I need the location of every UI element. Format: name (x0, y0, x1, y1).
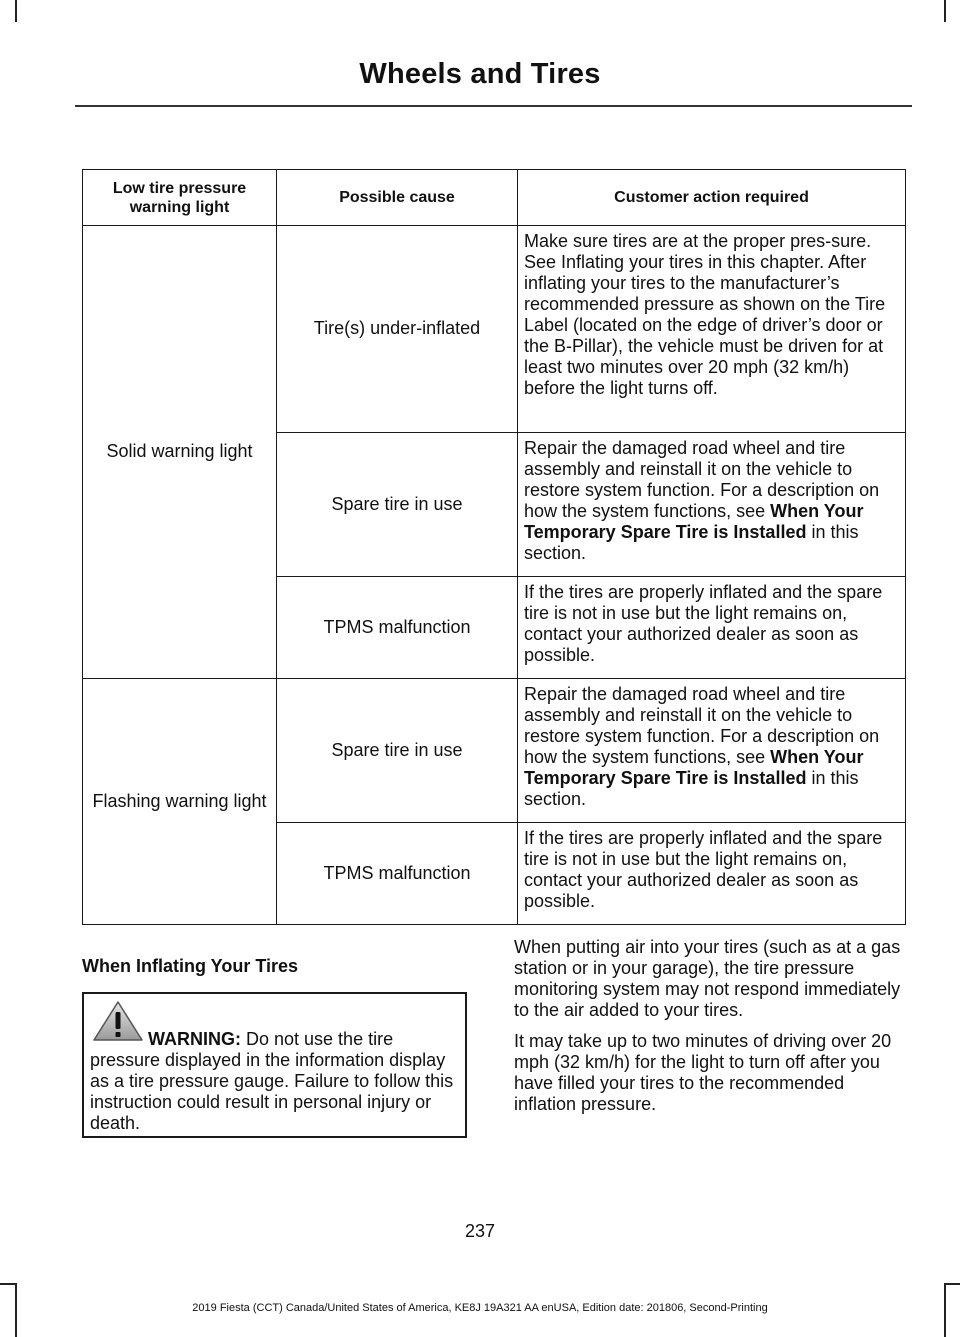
header-warning-light: Low tire pressure warning light (83, 170, 277, 226)
crop-mark-bottom-right-h (944, 1283, 960, 1285)
section-heading: When Inflating Your Tires (82, 956, 299, 976)
light-solid: Solid warning light (83, 226, 277, 679)
paragraph: When putting air into your tires (such as at a gas station or in your garage), the tire pressure monitoring system may not respond immediately to the air added to your tires. (514, 937, 901, 1020)
action-reference-link[interactable]: When Your Temporary Spare Tire is Installed (524, 501, 864, 542)
action-reference-link[interactable]: When Your Temporary Spare Tire is Installed (524, 747, 864, 788)
page-title: Wheels and Tires (359, 58, 601, 90)
footer-edition-info: 2019 Fiesta (CCT) Canada/United States of America, KE8J 19A321 AA enUSA, Edition date: 201806, Second-Printing (192, 1302, 768, 1314)
action-text: Repair the damaged road wheel and tire assembly and reinstall it on the vehicle to restore system function. For a description on how the system functions, see (524, 684, 880, 767)
action-cell: If the tires are properly inflated and the spare tire is not in use but the light remains on, contact your authorized dealer as soon as possible. (518, 823, 906, 925)
action-cell (518, 433, 906, 577)
warning-text (90, 1029, 460, 1134)
warning-label: WARNING: (148, 1029, 241, 1049)
action-cell: Make sure tires are at the proper pres-sure. See Inflating your tires in this chapter. After inflating your tires to the manufacturer’s recommended pressure as shown on the Tire Label (located on the edge of driver’s door or the B-Pillar), the vehicle must be driven for at least two minutes over 20 mph (32 km/h) before the light turns off. (518, 226, 906, 433)
cause-cell: TPMS malfunction (277, 823, 518, 925)
page-number: 237 (464, 1221, 496, 1241)
warning-body: Do not use the tire pressure displayed in the information display as a tire pressure gauge. Failure to follow this instruction could result in personal injury or death. (90, 1029, 454, 1133)
crop-mark-top-left (15, 0, 17, 22)
light-flashing: Flashing warning light (83, 679, 277, 925)
action-cell (518, 679, 906, 823)
action-text: in this section. (524, 522, 859, 563)
paragraph: It may take up to two minutes of driving over 20 mph (32 km/h) for the light to turn off after you have filled your tires to the recommended inflation pressure. (514, 1031, 892, 1114)
right-column (514, 937, 908, 1125)
title-divider (75, 105, 912, 107)
action-text: Repair the damaged road wheel and tire assembly and reinstall it on the vehicle to restore system function. For a description on how the system functions, see (524, 438, 880, 521)
crop-mark-bottom-left-h (0, 1283, 15, 1285)
header-customer-action: Customer action required (518, 170, 906, 226)
cause-cell: Spare tire in use (277, 679, 518, 823)
table-header-row (83, 170, 906, 226)
action-text: in this section. (524, 768, 859, 809)
table-row (83, 226, 906, 433)
header-possible-cause: Possible cause (277, 170, 518, 226)
cause-cell: Tire(s) under-inflated (277, 226, 518, 433)
cause-cell: Spare tire in use (277, 433, 518, 577)
cause-cell: TPMS malfunction (277, 577, 518, 679)
action-cell: If the tires are properly inflated and the spare tire is not in use but the light remains on, contact your authorized dealer as soon as possible. (518, 577, 906, 679)
tpms-warning-table (82, 169, 906, 925)
warning-box (82, 992, 467, 1138)
crop-mark-top-right (944, 0, 946, 22)
table-row (83, 679, 906, 823)
